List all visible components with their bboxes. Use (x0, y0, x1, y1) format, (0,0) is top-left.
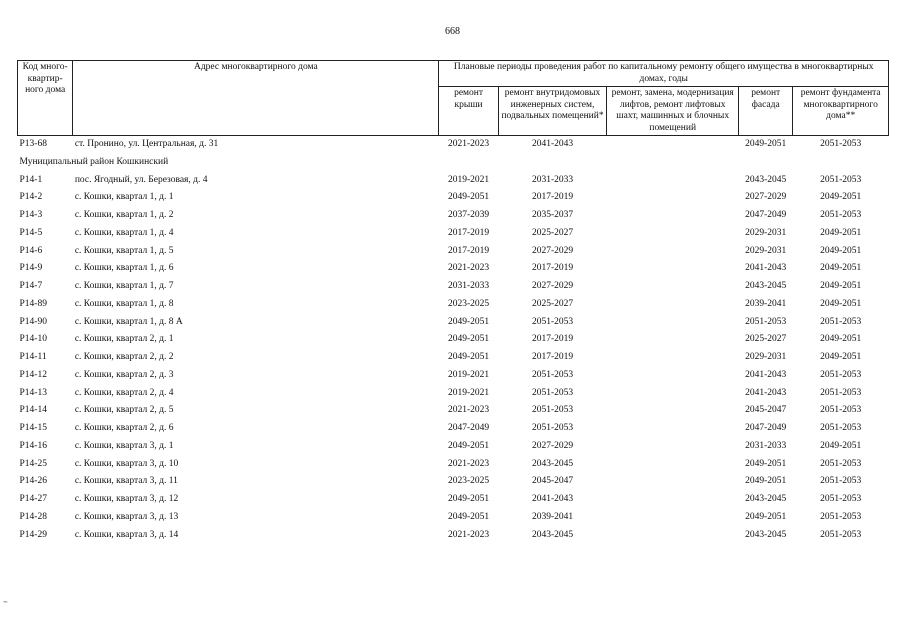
cell-engineering: 2043-2045 (531, 458, 574, 469)
cell-engineering: 2017-2019 (531, 192, 574, 203)
table-row (18, 491, 889, 509)
cell-facade: 2043-2045 (745, 174, 787, 185)
cell-roof: 2047-2049 (447, 423, 490, 433)
cell-roof: 2021-2023 (447, 405, 490, 416)
cell-address: с. Кошки, квартал 2, д. 1 (74, 334, 174, 345)
cell-lift (607, 509, 739, 527)
table-row (18, 278, 889, 296)
cell-foundation: 2049-2051 (820, 440, 862, 451)
cell-foundation: 2051-2053 (820, 369, 862, 380)
cell-address: с. Кошки, квартал 1, д. 1 (74, 192, 174, 203)
cell-facade: 2029-2031 (745, 245, 787, 256)
cell-address: с. Кошки, квартал 1, д. 7 (74, 281, 174, 291)
table-row (18, 207, 889, 225)
cell-lift (607, 385, 739, 403)
cell-facade: 2047-2049 (745, 210, 787, 220)
table-row (18, 260, 889, 278)
cell-code: Р14-25 (19, 458, 47, 469)
cell-foundation: 2051-2053 (820, 139, 862, 149)
cell-foundation: 2049-2051 (820, 263, 862, 274)
cell-lift (607, 491, 739, 509)
header-roof: ремонт крыши (439, 87, 498, 136)
cell-engineering: 2025-2027 (531, 227, 574, 238)
section-title: Муниципальный район Кошкинский (19, 156, 169, 167)
cell-lift (607, 438, 739, 456)
cell-roof: 2049-2051 (447, 440, 490, 451)
cell-code: Р14-16 (19, 440, 47, 451)
cell-facade: 2043-2045 (745, 529, 787, 540)
cell-facade: 2029-2031 (745, 352, 787, 362)
cell-roof: 2021-2023 (447, 139, 490, 149)
cell-roof: 2021-2023 (447, 529, 490, 540)
cell-lift (607, 296, 739, 314)
cell-foundation: 2051-2053 (820, 387, 862, 398)
cell-code: Р14-7 (19, 281, 43, 291)
section-row (18, 154, 889, 172)
cell-engineering: 2035-2037 (531, 210, 574, 220)
header-lift: ремонт, замена, модернизация лифтов, ремонт лифтовых шахт, машинных и блочных помещений (607, 87, 739, 136)
table-row (18, 296, 889, 314)
cell-address: с. Кошки, квартал 1, д. 5 (74, 245, 174, 256)
cell-foundation: 2049-2051 (820, 352, 862, 362)
cell-address: с. Кошки, квартал 1, д. 6 (74, 263, 174, 274)
cell-lift (607, 314, 739, 332)
cell-address: с. Кошки, квартал 3, д. 1 (74, 440, 174, 451)
cell-address: с. Кошки, квартал 1, д. 4 (74, 227, 174, 238)
cell-address: с. Кошки, квартал 2, д. 4 (74, 387, 174, 398)
table-row (18, 385, 889, 403)
cell-code: Р14-3 (19, 210, 43, 220)
cell-address: с. Кошки, квартал 1, д. 8 А (74, 316, 183, 327)
page-number: 668 (445, 26, 460, 37)
cell-code: Р14-12 (19, 369, 47, 380)
table-body (18, 136, 889, 545)
table-row (18, 243, 889, 261)
header-foundation: ремонт фундамента многоквартирного дома** (793, 87, 889, 136)
margin-mark: ‷ (3, 600, 8, 610)
cell-engineering: 2051-2053 (531, 369, 574, 380)
repair-schedule-table (17, 60, 889, 544)
cell-address: с. Кошки, квартал 3, д. 12 (74, 494, 179, 504)
table-row (18, 314, 889, 332)
cell-code: Р14-6 (19, 245, 43, 256)
cell-facade: 2051-2053 (745, 316, 787, 327)
cell-foundation: 2049-2051 (820, 245, 862, 256)
cell-engineering: 2017-2019 (531, 334, 574, 345)
cell-roof: 2021-2023 (447, 458, 490, 469)
cell-engineering: 2017-2019 (531, 263, 574, 274)
cell-engineering: 2051-2053 (531, 405, 574, 416)
cell-lift (607, 331, 739, 349)
cell-lift (607, 136, 739, 154)
table-row (18, 473, 889, 491)
cell-engineering: 2027-2029 (531, 440, 574, 451)
cell-foundation: 2051-2053 (820, 529, 862, 540)
cell-roof: 2049-2051 (447, 334, 490, 345)
cell-engineering: 2041-2043 (531, 494, 574, 504)
header-address: Адрес многоквартирного дома (73, 61, 439, 136)
cell-code: Р14-10 (19, 334, 47, 345)
table-row (18, 172, 889, 190)
cell-foundation: 2051-2053 (820, 423, 862, 433)
cell-code: Р14-26 (19, 476, 47, 487)
cell-lift (607, 172, 739, 190)
cell-foundation: 2051-2053 (820, 405, 862, 416)
cell-roof: 2019-2021 (447, 174, 490, 185)
cell-address: с. Кошки, квартал 1, д. 8 (74, 298, 174, 309)
cell-lift (607, 456, 739, 474)
cell-roof: 2049-2051 (447, 192, 490, 203)
cell-roof: 2019-2021 (447, 387, 490, 398)
cell-lift (607, 420, 739, 438)
cell-address: с. Кошки, квартал 2, д. 6 (74, 423, 174, 433)
header-periods: Плановые периоды проведения работ по капитальному ремонту общего имущества в многоквартирных домах, годы (439, 61, 889, 87)
cell-code: Р13-68 (19, 139, 47, 149)
header-engineering: ремонт внутридомовых инженерных систем, подвальных помещений* (498, 87, 607, 136)
cell-roof: 2019-2021 (447, 369, 490, 380)
cell-address: с. Кошки, квартал 3, д. 10 (74, 458, 179, 469)
cell-roof: 2031-2033 (447, 281, 490, 291)
cell-roof: 2017-2019 (447, 245, 490, 256)
cell-code: Р14-28 (19, 511, 47, 522)
cell-engineering: 2031-2033 (531, 174, 574, 185)
cell-roof: 2037-2039 (447, 210, 490, 220)
cell-facade: 2029-2031 (745, 227, 787, 238)
cell-facade: 2039-2041 (745, 298, 787, 309)
cell-facade: 2041-2043 (745, 387, 787, 398)
table-row (18, 136, 889, 154)
cell-foundation: 2051-2053 (820, 494, 862, 504)
cell-code: Р14-29 (19, 529, 47, 540)
table-row (18, 438, 889, 456)
cell-facade: 2049-2051 (745, 458, 787, 469)
cell-facade: 2049-2051 (745, 476, 787, 487)
cell-lift (607, 278, 739, 296)
table-row (18, 331, 889, 349)
table-row (18, 189, 889, 207)
cell-facade: 2031-2033 (745, 440, 787, 451)
cell-foundation: 2049-2051 (820, 192, 862, 203)
cell-engineering: 2027-2029 (531, 245, 574, 256)
cell-lift (607, 473, 739, 491)
cell-code: Р14-13 (19, 387, 47, 398)
cell-code: Р14-5 (19, 227, 43, 238)
cell-foundation: 2051-2053 (820, 458, 862, 469)
cell-engineering: 2039-2041 (531, 511, 574, 522)
cell-code: Р14-9 (19, 263, 43, 274)
table-row (18, 420, 889, 438)
table-row (18, 456, 889, 474)
cell-code: Р14-1 (19, 174, 43, 185)
cell-engineering: 2027-2029 (531, 281, 574, 291)
cell-lift (607, 243, 739, 261)
cell-foundation: 2049-2051 (820, 227, 862, 238)
cell-facade: 2027-2029 (745, 192, 787, 203)
cell-code: Р14-15 (19, 423, 47, 433)
cell-foundation: 2051-2053 (820, 511, 862, 522)
cell-address: с. Кошки, квартал 2, д. 3 (74, 369, 174, 380)
cell-engineering: 2041-2043 (531, 139, 574, 149)
table-header (18, 61, 889, 136)
cell-lift (607, 207, 739, 225)
cell-engineering: 2051-2053 (531, 316, 574, 327)
cell-facade: 2043-2045 (745, 281, 787, 291)
cell-engineering: 2051-2053 (531, 387, 574, 398)
cell-engineering: 2025-2027 (531, 298, 574, 309)
cell-address: с. Кошки, квартал 1, д. 2 (74, 210, 174, 220)
cell-foundation: 2051-2053 (820, 316, 862, 327)
cell-facade: 2043-2045 (745, 494, 787, 504)
cell-roof: 2023-2025 (447, 298, 490, 309)
cell-foundation: 2051-2053 (820, 476, 862, 487)
cell-address: с. Кошки, квартал 3, д. 13 (74, 511, 179, 522)
table-row (18, 402, 889, 420)
cell-roof: 2021-2023 (447, 263, 490, 274)
cell-foundation: 2049-2051 (820, 334, 862, 345)
cell-facade: 2049-2051 (745, 511, 787, 522)
header-facade: ремонт фасада (739, 87, 793, 136)
cell-lift (607, 349, 739, 367)
cell-foundation: 2051-2053 (820, 174, 862, 185)
cell-engineering: 2045-2047 (531, 476, 574, 487)
cell-address: ст. Пронино, ул. Центральная, д. 31 (74, 139, 219, 149)
cell-address: с. Кошки, квартал 2, д. 5 (74, 405, 174, 416)
cell-code: Р14-90 (19, 316, 47, 327)
cell-lift (607, 527, 739, 545)
cell-roof: 2049-2051 (447, 494, 490, 504)
table-row (18, 349, 889, 367)
cell-code: Р14-14 (19, 405, 47, 416)
cell-foundation: 2049-2051 (820, 281, 862, 291)
cell-facade: 2041-2043 (745, 369, 787, 380)
cell-foundation: 2049-2051 (820, 298, 862, 309)
cell-roof: 2049-2051 (447, 352, 490, 362)
cell-lift (607, 260, 739, 278)
cell-code: Р14-27 (19, 494, 47, 504)
cell-address: пос. Ягодный, ул. Березовая, д. 4 (74, 174, 208, 185)
table-row (18, 509, 889, 527)
cell-roof: 2017-2019 (447, 227, 490, 238)
cell-facade: 2041-2043 (745, 263, 787, 274)
table-row (18, 225, 889, 243)
cell-roof: 2049-2051 (447, 316, 490, 327)
cell-facade: 2047-2049 (745, 423, 787, 433)
cell-facade: 2045-2047 (745, 405, 787, 416)
cell-address: с. Кошки, квартал 3, д. 11 (74, 476, 178, 487)
table-row (18, 367, 889, 385)
cell-address: с. Кошки, квартал 2, д. 2 (74, 352, 174, 362)
cell-engineering: 2051-2053 (531, 423, 574, 433)
cell-code: Р14-2 (19, 192, 43, 203)
cell-roof: 2049-2051 (447, 511, 490, 522)
cell-facade: 2025-2027 (745, 334, 787, 345)
header-code: Код много-квартир-ного дома (18, 61, 73, 136)
cell-lift (607, 189, 739, 207)
cell-engineering: 2043-2045 (531, 529, 574, 540)
cell-lift (607, 225, 739, 243)
cell-code: Р14-11 (19, 352, 47, 362)
cell-facade: 2049-2051 (745, 139, 787, 149)
cell-lift (607, 402, 739, 420)
cell-lift (607, 367, 739, 385)
cell-code: Р14-89 (19, 298, 47, 309)
cell-foundation: 2051-2053 (820, 210, 862, 220)
table-row (18, 527, 889, 545)
cell-roof: 2023-2025 (447, 476, 490, 487)
cell-address: с. Кошки, квартал 3, д. 14 (74, 529, 179, 540)
cell-engineering: 2017-2019 (531, 352, 574, 362)
